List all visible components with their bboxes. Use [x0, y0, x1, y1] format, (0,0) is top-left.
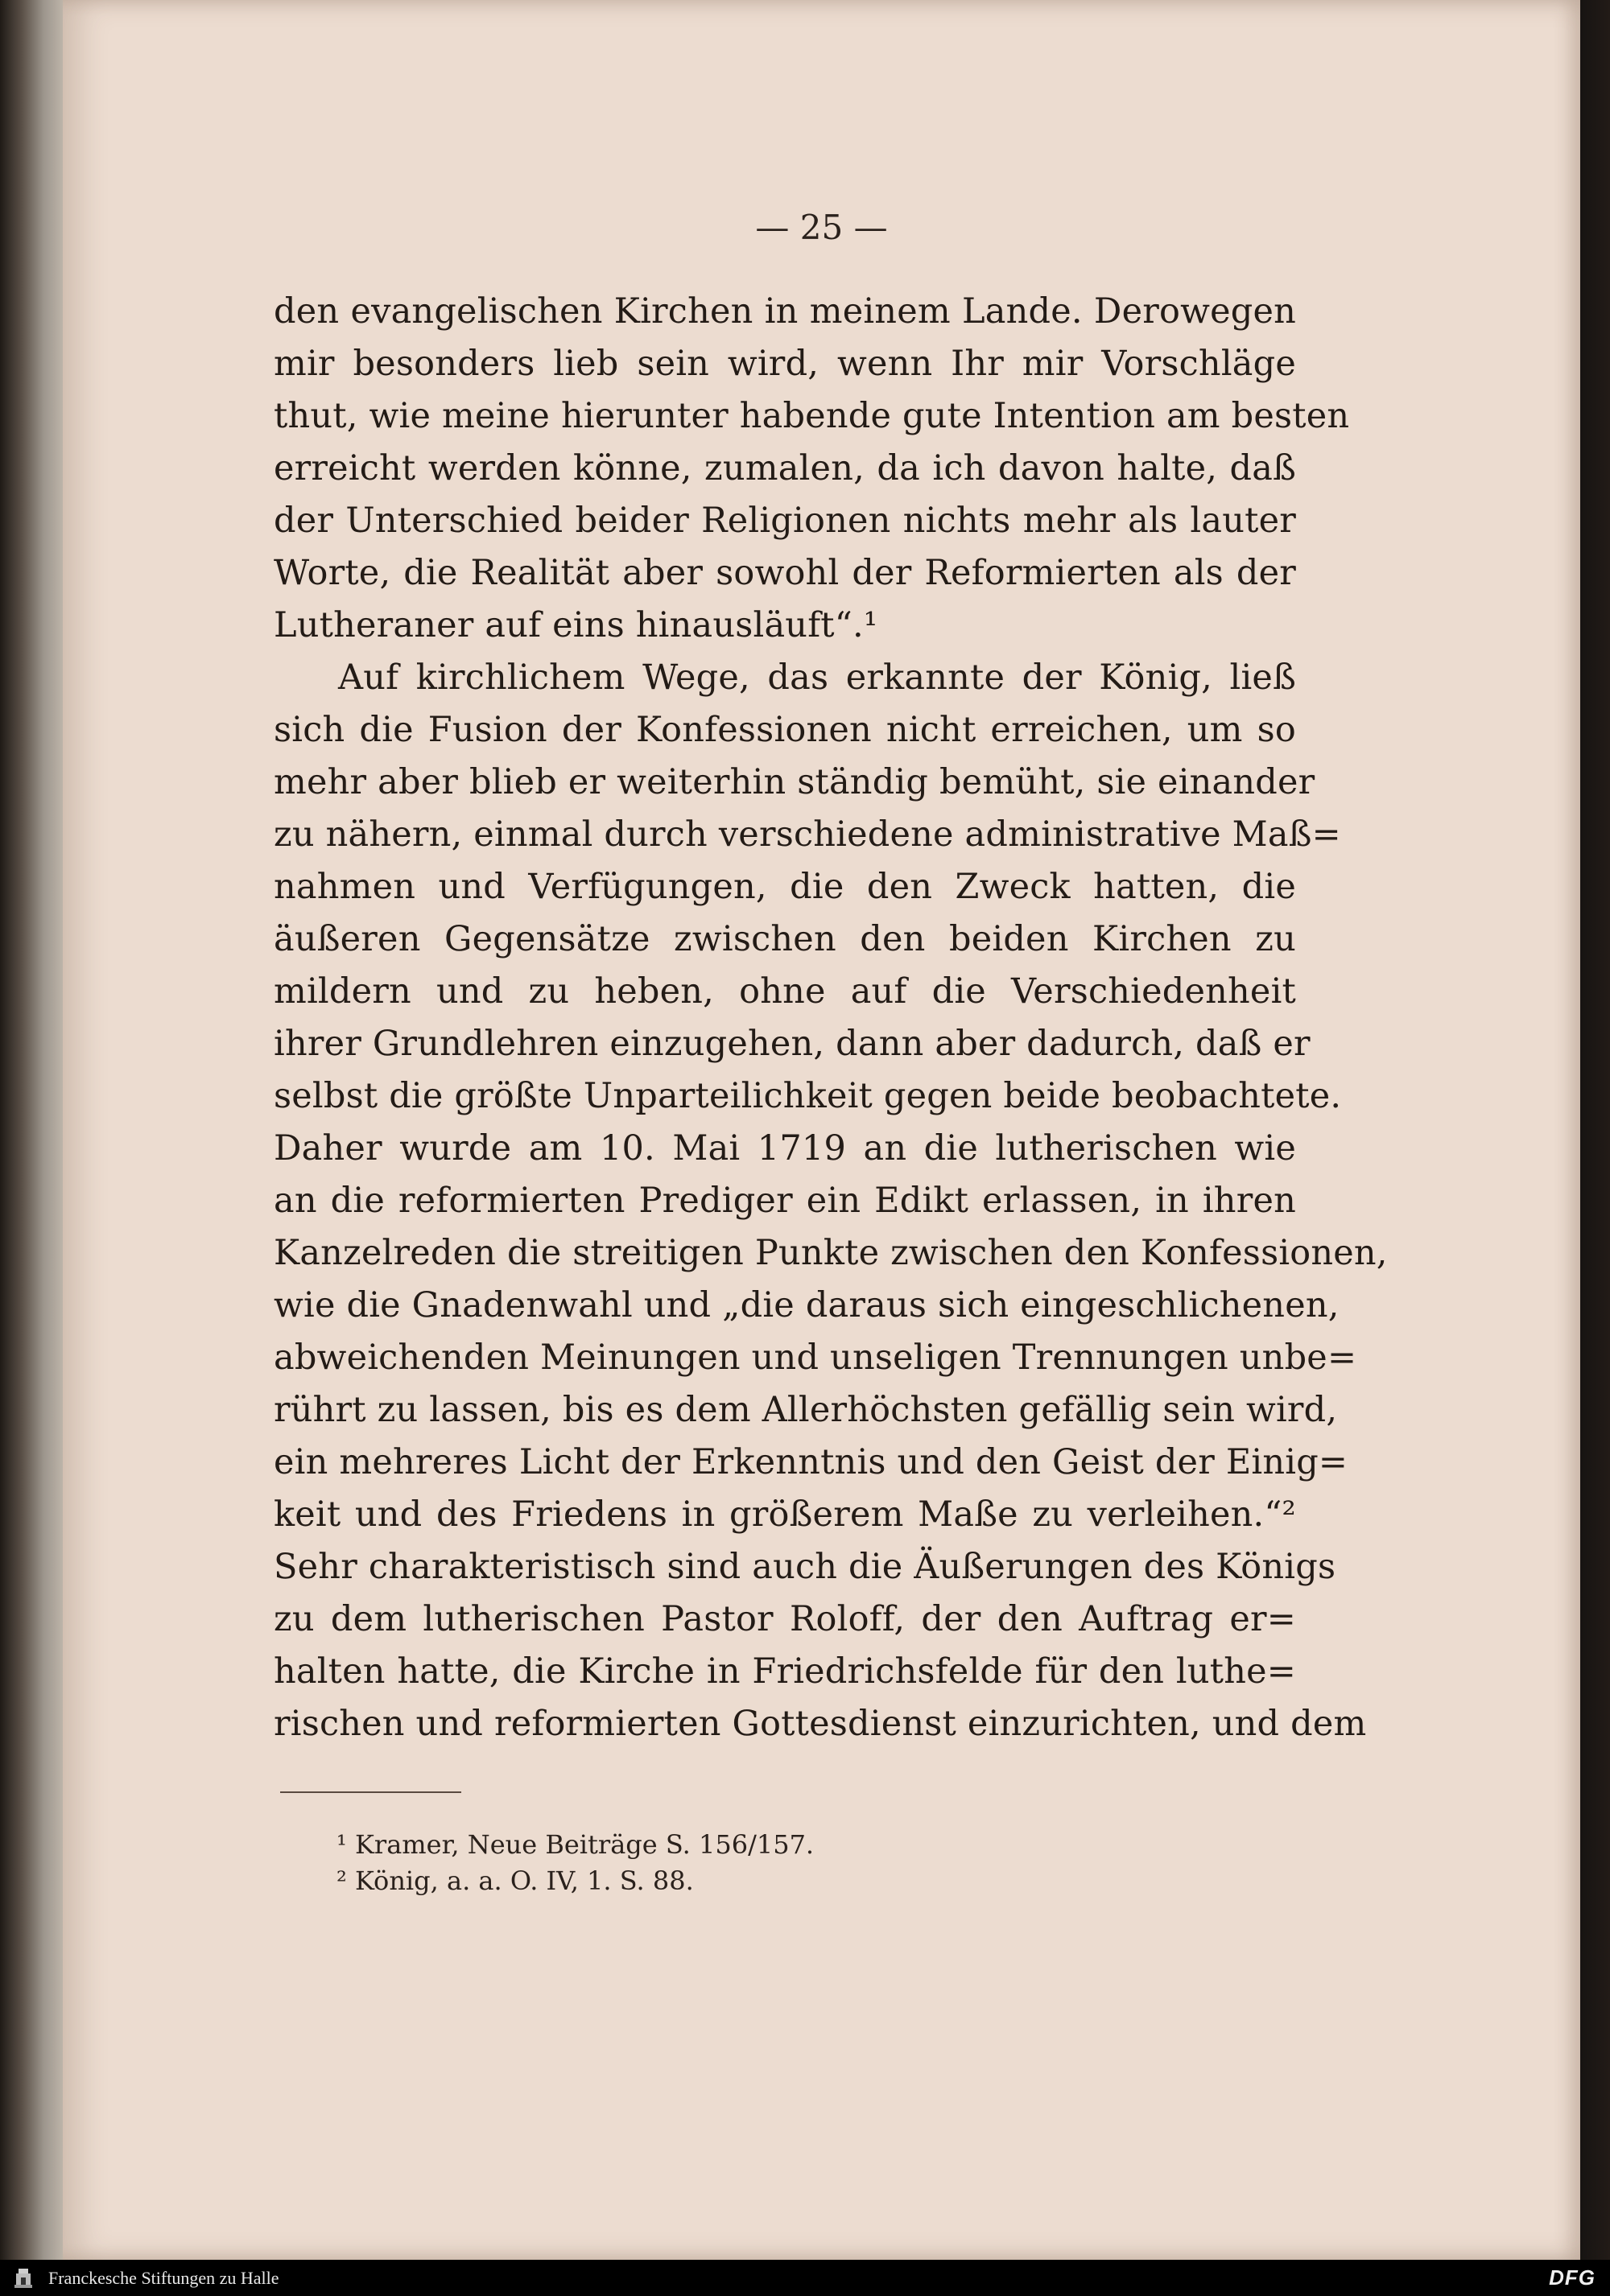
text-line: sich die Fusion der Konfessionen nicht erreichen, um so [274, 710, 1296, 750]
institution-name: Franckesche Stiftungen zu Halle [48, 2268, 279, 2288]
text-line: Kanzelreden die streitigen Punkte zwischen den Konfessionen, [274, 1233, 1388, 1273]
text-line: abweichenden Meinungen und unseligen Trennungen unbe= [274, 1338, 1357, 1378]
footnote-2: ² König, a. a. O. IV, 1. S. 88. [336, 1865, 694, 1896]
text-line: selbst die größte Unparteilichkeit gegen beide beobachtete. [274, 1076, 1342, 1116]
text-line: Worte, die Realität aber sowohl der Reformierten als der [274, 553, 1296, 593]
text-line: mir besonders lieb sein wird, wenn Ihr mir Vorschläge [274, 344, 1296, 384]
text-line: keit und des Friedens in größerem Maße zu verleihen.“² [274, 1494, 1296, 1535]
dfg-logo: DFG [1549, 2265, 1596, 2290]
institution-logo-icon [11, 2266, 35, 2290]
text-line: Auf kirchlichem Wege, das erkannte der König, ließ [338, 657, 1296, 698]
text-line: den evangelischen Kirchen in meinem Lande. Derowegen [274, 291, 1296, 332]
text-line: Sehr charakteristisch sind auch die Äußerungen des Königs [274, 1547, 1336, 1587]
text-line: der Unterschied beider Religionen nichts mehr als lauter [274, 501, 1296, 541]
text-line: ihrer Grundlehren einzugehen, dann aber dadurch, daß er [274, 1024, 1311, 1064]
text-line: mehr aber blieb er weiterhin ständig bemüht, sie einander [274, 762, 1315, 802]
footnote-divider [280, 1791, 461, 1793]
text-line: mildern und zu heben, ohne auf die Verschiedenheit [274, 971, 1296, 1012]
text-line: an die reformierten Prediger ein Edikt erlassen, in ihren [274, 1181, 1296, 1221]
body-text [274, 286, 1388, 1750]
footnotes [336, 1827, 1222, 1899]
text-line: nahmen und Verfügungen, die den Zweck hatten, die [274, 867, 1296, 907]
text-line: ein mehreres Licht der Erkenntnis und den Geist der Einig= [274, 1442, 1348, 1482]
text-line: Lutheraner auf eins hinausläuft“.¹ [274, 605, 878, 645]
text-line: erreicht werden könne, zumalen, da ich davon halte, daß [274, 448, 1296, 488]
text-line: rischen und reformierten Gottesdienst einzurichten, und dem [274, 1704, 1367, 1744]
text-line: zu nähern, einmal durch verschiedene administrative Maß= [274, 814, 1341, 855]
viewer-footer-bar [0, 2260, 1610, 2296]
book-page [63, 0, 1580, 2260]
page-number: — 25 — [755, 208, 888, 247]
text-line: thut, wie meine hierunter habende gute Intention am besten [274, 396, 1350, 436]
text-line: wie die Gnadenwahl und „die daraus sich eingeschlichenen, [274, 1285, 1340, 1325]
text-line: Daher wurde am 10. Mai 1719 an die lutherischen wie [274, 1128, 1296, 1169]
text-line: äußeren Gegensätze zwischen den beiden Kirchen zu [274, 919, 1296, 959]
left-binding-edge [0, 0, 63, 2260]
text-line: rührt zu lassen, bis es dem Allerhöchsten gefällig sein wird, [274, 1390, 1338, 1430]
footnote-1: ¹ Kramer, Neue Beiträge S. 156/157. [336, 1829, 815, 1860]
text-line: zu dem lutherischen Pastor Roloff, der den Auftrag er= [274, 1599, 1296, 1639]
text-line: halten hatte, die Kirche in Friedrichsfelde für den luthe= [274, 1651, 1296, 1692]
